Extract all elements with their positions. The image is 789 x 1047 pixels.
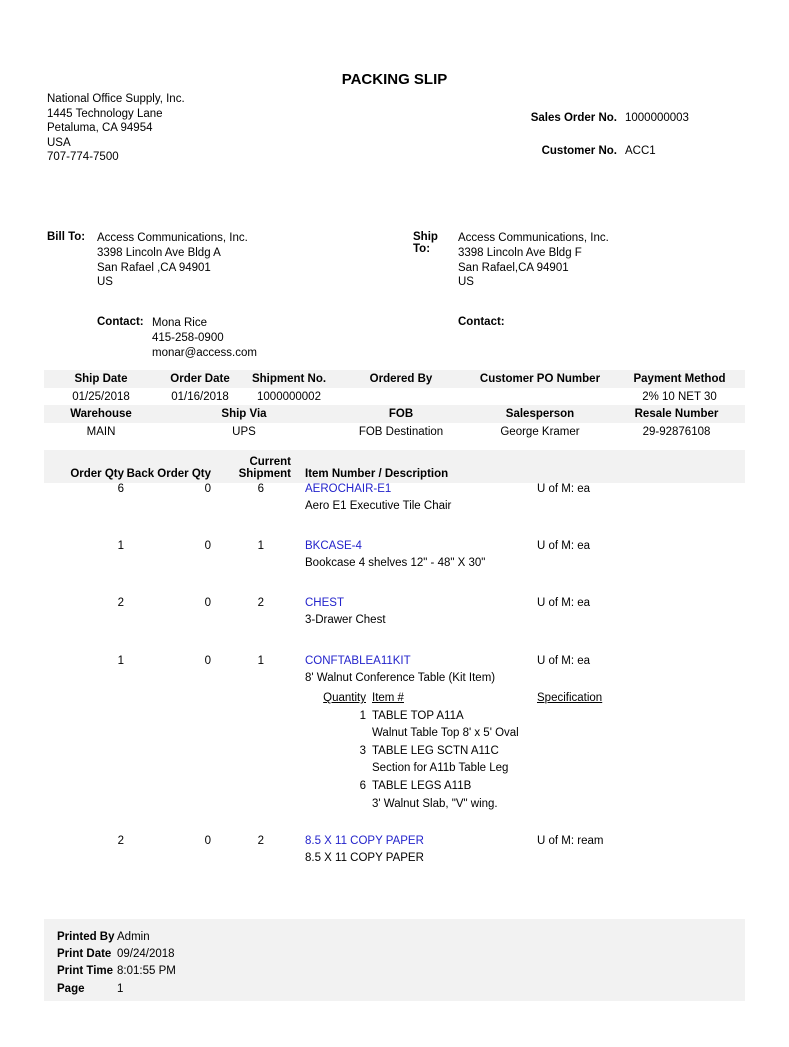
printed-by-value: Admin [117, 931, 150, 943]
print-date-label: Print Date [57, 948, 112, 961]
customer-number-label: Customer No. [541, 145, 617, 157]
current-shipment-header-line1: Current [249, 456, 291, 468]
print-date-row [57, 946, 745, 963]
item-back-order-qty: 0 [204, 597, 211, 609]
kit-component-item: TABLE TOP A11A [372, 709, 464, 722]
bill-contact-details [152, 316, 257, 362]
ship-to-label: Ship To: [413, 231, 438, 255]
kit-component-row [305, 708, 745, 726]
bill-contact-label: Contact: [97, 316, 144, 328]
item-current-shipment: 1 [257, 540, 264, 552]
bill-to-name: Access Communications, Inc. [97, 232, 248, 244]
company-country: USA [47, 136, 71, 149]
ship-to-street: 3398 Lincoln Ave Bldg F [458, 246, 582, 259]
customer-po-header: Customer PO Number [479, 373, 601, 385]
kit-component-quantity: 3 [359, 744, 366, 757]
item-uom: U of M: ea [537, 483, 591, 495]
logistics-value-row [44, 426, 745, 438]
printed-by-label: Printed By [57, 931, 115, 943]
page-number-row [57, 981, 745, 998]
item-uom: U of M: ea [537, 540, 591, 552]
bill-contact-phone: 415-258-0900 [152, 332, 224, 345]
kit-component-quantity: 6 [359, 779, 366, 792]
ship-contact-label: Contact: [458, 316, 505, 328]
kit-quantity-header: Quantity [323, 692, 366, 704]
item-number-line [305, 833, 745, 850]
item-details [291, 833, 745, 867]
ship-to-block [413, 231, 609, 290]
page-number-label: Page [57, 982, 85, 995]
resale-number-header: Resale Number [634, 408, 719, 420]
item-current-shipment: 2 [257, 597, 264, 609]
item-number-line [305, 653, 745, 670]
salesperson-header: Salesperson [505, 408, 575, 420]
item-row [44, 595, 745, 629]
kit-component-item: TABLE LEGS A11B [372, 779, 472, 792]
current-shipment-header [211, 456, 291, 480]
item-number-link[interactable]: 8.5 X 11 COPY PAPER [305, 835, 424, 847]
item-back-order-qty: 0 [204, 540, 211, 552]
back-order-qty-header: Back Order Qty [126, 468, 211, 480]
ordered-by-header: Ordered By [369, 373, 433, 385]
kit-component-detail: Walnut Table Top 8' x 5' Oval [372, 727, 519, 740]
item-row [44, 538, 745, 572]
shipment-no-header: Shipment No. [251, 373, 327, 385]
customer-number-row [440, 145, 745, 157]
item-order-qty: 1 [117, 655, 124, 667]
item-number-link[interactable]: AEROCHAIR-E1 [305, 483, 392, 495]
bill-to-country: US [97, 276, 113, 289]
ship-to-name: Access Communications, Inc. [458, 232, 609, 244]
bill-to-city: San Rafael ,CA 94901 [97, 261, 211, 274]
item-details [291, 595, 745, 629]
order-references [440, 112, 745, 178]
company-address-block [47, 92, 185, 165]
item-number-line [305, 481, 745, 498]
item-current-shipment: 2 [257, 835, 264, 847]
kit-detail-spacer [305, 760, 366, 778]
item-back-order-qty: 0 [204, 483, 211, 495]
ship-to-country: US [458, 276, 474, 289]
kit-item-header: Item # [372, 692, 404, 704]
item-uom: U of M: ea [537, 597, 591, 609]
kit-components-table [305, 690, 745, 813]
kit-component-detail: Section for A11b Table Leg [372, 762, 509, 775]
customer-number: ACC1 [625, 145, 656, 157]
item-order-qty: 6 [117, 483, 124, 495]
page-title: PACKING SLIP [341, 71, 448, 88]
ship-date-value: 01/25/2018 [72, 391, 130, 403]
bill-contact-name: Mona Rice [152, 317, 207, 329]
ship-to-address [458, 231, 609, 290]
kit-specification-header: Specification [537, 692, 603, 704]
item-number-line [305, 538, 745, 555]
printed-by-row [57, 929, 745, 946]
company-city: Petaluma, CA 94954 [47, 122, 153, 135]
payment-method-value: 2% 10 NET 30 [642, 391, 717, 403]
logistics-header-row [44, 405, 745, 423]
kit-detail-spacer [305, 796, 366, 814]
ship-to-city: San Rafael,CA 94901 [458, 261, 569, 274]
print-info-footer [44, 919, 745, 1001]
bill-contact-email: monar@access.com [152, 347, 257, 360]
bill-to-street: 3398 Lincoln Ave Bldg A [97, 246, 221, 259]
sales-order-label: Sales Order No. [530, 112, 617, 124]
order-date-header: Order Date [170, 373, 230, 385]
item-order-qty: 1 [117, 540, 124, 552]
warehouse-header: Warehouse [70, 408, 132, 420]
item-row [44, 653, 745, 813]
print-date-value: 09/24/2018 [117, 948, 175, 961]
company-name: National Office Supply, Inc. [47, 93, 185, 105]
item-back-order-qty: 0 [204, 835, 211, 847]
item-description: 8' Walnut Conference Table (Kit Item) [305, 672, 496, 684]
kit-component-row [305, 778, 745, 796]
sales-order-number: 1000000003 [625, 112, 689, 124]
item-number-line [305, 595, 745, 612]
logistics-info-table [44, 405, 745, 438]
items-table-header [44, 450, 745, 483]
bill-to-block [47, 231, 248, 290]
kit-component-row [305, 743, 745, 761]
order-date-value: 01/16/2018 [171, 391, 229, 403]
company-street: 1445 Technology Lane [47, 107, 163, 120]
item-number-description-header: Item Number / Description [305, 468, 449, 480]
print-time-label: Print Time [57, 965, 114, 978]
item-back-order-qty: 0 [204, 655, 211, 667]
kit-component-detail: 3' Walnut Slab, "V" wing. [372, 797, 498, 810]
payment-method-header: Payment Method [633, 373, 726, 385]
page-number-value: 1 [117, 982, 124, 995]
ship-contact-block [458, 316, 513, 328]
item-row [44, 833, 745, 867]
print-time-row [57, 963, 745, 980]
item-details [291, 481, 745, 515]
item-current-shipment: 6 [257, 483, 264, 495]
item-number-link[interactable]: BKCASE-4 [305, 540, 362, 552]
kit-component-detail-row [305, 796, 745, 814]
kit-component-detail-row [305, 725, 745, 743]
shipment-info-value-row [44, 391, 745, 403]
kit-component-item: TABLE LEG SCTN A11C [372, 744, 499, 757]
kit-component-detail-row [305, 760, 745, 778]
shipment-info-table [44, 370, 745, 403]
shipment-no-value: 1000000002 [257, 391, 321, 403]
current-shipment-header-line2: Shipment [238, 468, 291, 480]
warehouse-value: MAIN [86, 426, 116, 438]
item-row [44, 481, 745, 515]
item-details [291, 538, 745, 572]
order-qty-header: Order Qty [70, 468, 124, 480]
kit-table-header [305, 690, 745, 708]
item-description: 8.5 X 11 COPY PAPER [305, 852, 424, 864]
kit-component-quantity: 1 [359, 709, 366, 722]
bill-to-label: Bill To: [47, 231, 86, 243]
item-uom: U of M: ream [537, 835, 604, 847]
item-number-link[interactable]: CHEST [305, 597, 344, 609]
item-description: Bookcase 4 shelves 12" - 48" X 30" [305, 557, 486, 569]
kit-detail-spacer [305, 725, 366, 743]
fob-header: FOB [388, 408, 414, 420]
fob-value: FOB Destination [358, 426, 444, 438]
ship-date-header: Ship Date [74, 373, 128, 385]
item-number-link[interactable]: CONFTABLEA11KIT [305, 655, 411, 667]
item-description: Aero E1 Executive Tile Chair [305, 500, 452, 512]
bill-contact-block [97, 316, 257, 362]
resale-number-value: 29-92876108 [642, 426, 711, 438]
bill-to-address [97, 231, 248, 290]
sales-order-row [440, 112, 745, 124]
item-current-shipment: 1 [257, 655, 264, 667]
shipment-info-header-row [44, 370, 745, 388]
item-description: 3-Drawer Chest [305, 614, 386, 626]
item-details [291, 653, 745, 813]
ship-via-value: UPS [232, 426, 256, 438]
item-order-qty: 2 [117, 597, 124, 609]
item-order-qty: 2 [117, 835, 124, 847]
item-uom: U of M: ea [537, 655, 591, 667]
customer-po-value [466, 391, 614, 403]
salesperson-value: George Kramer [500, 426, 580, 438]
ordered-by-value [336, 391, 466, 403]
print-time-value: 8:01:55 PM [117, 965, 176, 978]
company-phone: 707-774-7500 [47, 151, 119, 164]
ship-via-header: Ship Via [221, 408, 267, 420]
